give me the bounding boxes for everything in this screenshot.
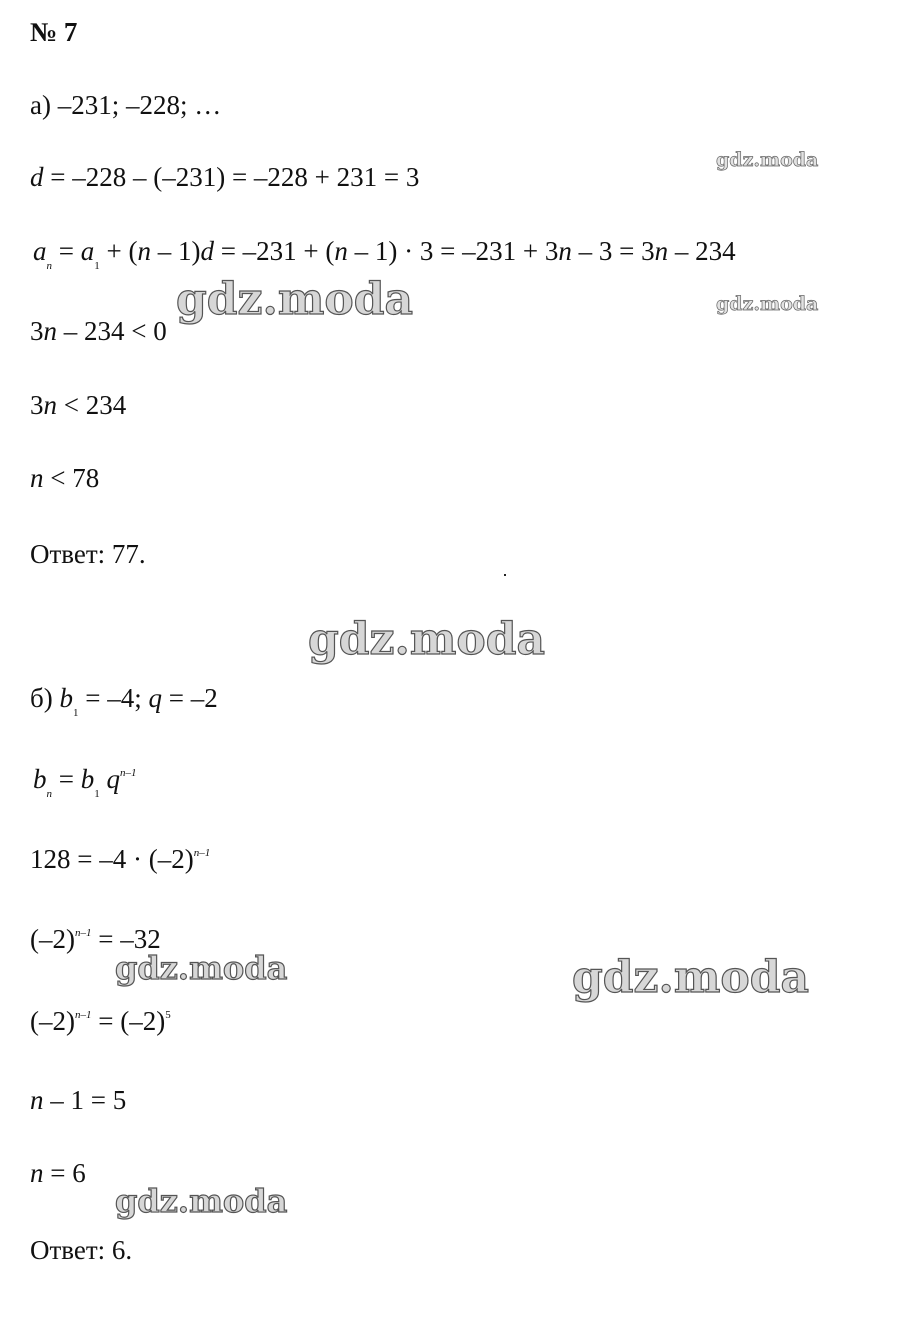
var: n	[30, 463, 44, 493]
difference-calc: = –228 – (–231) = –228 + 231 = 3	[43, 162, 420, 192]
var: n	[43, 316, 57, 346]
given-b	[30, 685, 218, 719]
exponent: n–1	[119, 767, 137, 779]
equation-4	[30, 1087, 126, 1114]
exponent: n–1	[193, 847, 211, 859]
text: – 1) · 3 = –231 + 3	[347, 236, 559, 266]
var: n	[30, 1085, 44, 1115]
text: – 1 = 5	[43, 1085, 127, 1115]
var: n	[137, 236, 151, 266]
geometric-formula	[33, 766, 136, 800]
var-d: d	[30, 162, 44, 192]
sequence-terms: а) –231; –228; …	[30, 90, 222, 120]
var: b	[59, 683, 73, 713]
equation-3	[30, 1008, 171, 1035]
text: = (–2)	[91, 1006, 166, 1036]
inequality-2	[30, 392, 126, 419]
text: < 234	[57, 390, 127, 420]
text: = –2	[161, 683, 218, 713]
watermark-logo: gdz.moda	[115, 949, 288, 987]
watermark-logo: gdz.moda	[716, 149, 819, 171]
text: =	[52, 764, 81, 794]
text: = –4;	[78, 683, 149, 713]
equation-1	[30, 846, 210, 873]
text: (–2)	[30, 1006, 75, 1036]
text: 128 = –4 · (–2)	[30, 844, 194, 874]
subscript: 1	[72, 707, 79, 719]
text: (–2)	[30, 924, 75, 954]
var: n	[558, 236, 572, 266]
text: = 6	[43, 1158, 86, 1188]
inequality-1	[30, 318, 167, 345]
stray-dot	[504, 574, 506, 576]
var: q	[148, 683, 162, 713]
text: – 234 < 0	[57, 316, 167, 346]
var: n	[334, 236, 348, 266]
text: + (	[99, 236, 138, 266]
watermark-logo: gdz.moda	[115, 1182, 288, 1220]
text: =	[52, 236, 81, 266]
subscript: n	[46, 788, 52, 800]
text: 3	[30, 390, 44, 420]
text: < 78	[43, 463, 100, 493]
difference-line	[30, 164, 419, 191]
answer-b: Ответ: 6.	[30, 1235, 133, 1265]
text: – 234	[668, 236, 736, 266]
text: – 3 = 3	[571, 236, 655, 266]
text: = –32	[91, 924, 161, 954]
var: b	[80, 764, 95, 794]
text: – 1)	[150, 236, 201, 266]
exponent: 5	[165, 1009, 171, 1021]
watermark-logo: gdz.moda	[716, 293, 819, 315]
equation-5	[30, 1160, 86, 1187]
watermark-logo: gdz.moda	[308, 614, 546, 665]
subscript: 1	[94, 260, 100, 272]
answer-a: Ответ: 77.	[30, 539, 146, 569]
text: б)	[30, 683, 60, 713]
inequality-3	[30, 465, 99, 492]
watermark-logo: gdz.moda	[176, 274, 414, 325]
subscript: n	[46, 260, 52, 272]
text: 3	[30, 316, 44, 346]
var: a	[80, 236, 95, 266]
text: = –231 + (	[213, 236, 335, 266]
subscript: 1	[94, 788, 100, 800]
exponent: n–1	[74, 1009, 92, 1021]
problem-number: № 7	[30, 17, 78, 47]
exponent: n–1	[74, 927, 92, 939]
var: n	[43, 390, 57, 420]
var: d	[200, 236, 214, 266]
var: q	[99, 764, 120, 794]
var: b	[33, 764, 47, 794]
var: a	[33, 236, 47, 266]
var: n	[30, 1158, 44, 1188]
nth-term-formula	[33, 238, 736, 272]
watermark-logo: gdz.moda	[572, 952, 810, 1003]
var: n	[654, 236, 669, 266]
